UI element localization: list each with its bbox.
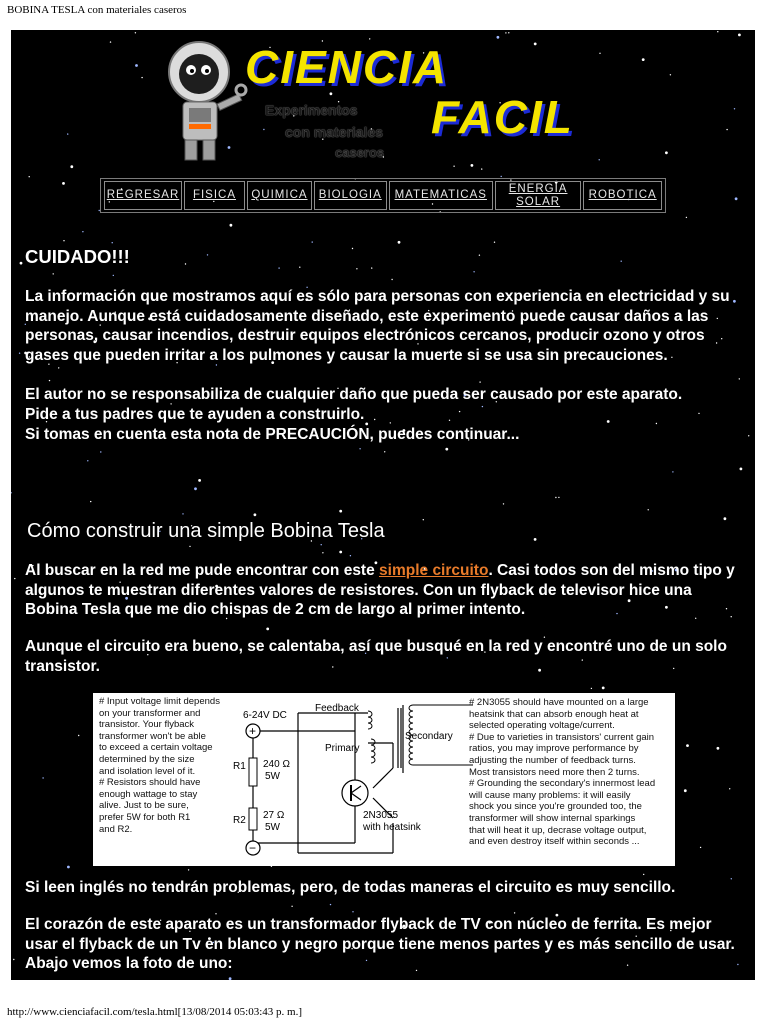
logo-title-line1: CIENCIA [245,41,449,93]
note-line: determined by the size [99,753,195,765]
tesla-circuit-diagram [93,693,675,866]
feedback-winding-label: Feedback [315,703,359,714]
note-line: # Grounding the secondary's innermost lead [469,778,656,790]
note-line: transformer will show internal sparkings [469,812,636,824]
note-line: adjusting the number of feedback turns. [469,754,636,766]
article-paragraph-3: Si leen inglés no tendrán problemas, pero, de todas maneras el circuito es muy sencillo. [25,879,676,896]
note-line: Most transistors need more then 2 turns. [469,766,640,778]
article-paragraph-2: Aunque el circuito era bueno, se calentaba, así que busqué en la red y encontré uno de un solo transistor. [25,638,727,675]
simple-circuit-link[interactable]: simple circuito [379,562,489,579]
note-line: transistor. Your flyback [99,719,195,731]
note-line: and isolation level of it. [99,765,196,777]
note-line: prefer 5W for both R1 [99,811,191,823]
paragraph-text: Al buscar en la red me pude encontrar con este [25,562,380,579]
nav-regresar[interactable]: REGRESAR [104,181,182,210]
article-title: Cómo construir una simple Bobina Tesla [27,520,385,542]
minus-terminal-icon: − [249,841,257,855]
note-line: heatsink that can absorb enough heat at [469,708,639,720]
note-line: # 2N3055 should have mounted on a large [469,697,649,708]
nav-matematicas[interactable]: MATEMATICAS [389,181,493,210]
logo-title-line2: FACIL [431,91,574,143]
transistor-label: 2N3055 [363,810,399,821]
paragraph-text: . Casi todos son del mismo tipo y algunos te muestran diferentes valores de resistores. Con un flyback de televisor hice una Bobina Tesla que me dio chispas de 2 cm de largo al primer intento. [25,562,735,618]
heatsink-label: with heatsink [363,822,421,833]
caution-disclaimer: El autor no se responsabiliza de cualquier daño que pueda ser causado por este aparato. [25,386,683,403]
note-line: that will heat it up, decrase voltage output, [469,824,647,836]
page-frame [11,30,755,980]
primary-winding-label: Primary [325,743,360,754]
note-line: enough wattage to stay [99,788,198,800]
caution-parents-note: Pide a tus padres que te ayuden a construirlo. [25,406,365,423]
note-line: transformer won't be able [99,730,206,742]
note-line: on your transformer and [99,707,201,719]
note-line: alive. Just to be sure, [99,800,189,812]
article-paragraph-1 [25,561,745,620]
r1-value-label: 240 Ω [263,759,290,770]
r1-watt-label: 5W [265,771,280,782]
plus-terminal-icon: + [249,724,257,738]
r2-watt-label: 5W [265,822,280,833]
note-line: and R2. [99,823,133,835]
r2-label: R2 [233,815,246,826]
note-line: and even destroy itself within seconds ... [469,836,640,848]
nav-biologia[interactable]: BIOLOGIA [314,181,387,210]
secondary-winding-label: Secondary [405,731,453,742]
note-line: shock you since you're grounded too, the [469,801,642,813]
note-line: to exceed a certain voltage [99,742,213,754]
main-nav [100,178,666,213]
note-line: will cause many problems: it will easily [469,789,631,801]
note-line: ratios, you may improve performance by [469,743,639,755]
logo-subtitle-line3: caseros [335,145,385,160]
nav-robotica[interactable]: ROBOTICA [583,181,662,210]
nav-fisica[interactable]: FISICA [184,181,245,210]
nav-energia-solar[interactable]: ENERGIA SOLAR [495,181,582,210]
note-line: # Resistors should have [99,777,201,789]
print-header: BOBINA TESLA con materiales caseros [7,4,187,16]
caution-paragraph: La información que mostramos aquí es sólo para personas con experiencia en electricidad y su manejo. Aunque está cuidadosamente diseñado, este experimento puede causar daños a las personas, causar incendios, destruir equipos electrónicos cercanos, producir ozono y otros gases que pueden irritar a los pulmones y causar la muerte si se usa sin precauciones. [25,288,730,364]
logo-subtitle-line1: Experimentos [265,102,358,118]
r1-label: R1 [233,761,246,772]
circuit-notes-right [469,697,675,848]
supply-voltage-label: 6-24V DC [243,710,287,721]
caution-heading: CUIDADO!!! [25,246,130,267]
print-footer-url: http://www.cienciafacil.com/tesla.html[13/08/2014 05:03:43 p. m.] [7,1006,303,1018]
nav-quimica[interactable]: QUIMICA [247,181,312,210]
logo-subtitle-line2: con materiales [285,124,384,140]
caution-continue-note: Si tomas en cuenta esta nota de PRECAUCIÓN, puedes continuar... [25,426,520,443]
article-paragraph-4: El corazón de este aparato es un transformador flyback de TV con núcleo de ferrita. Es mejor usar el flyback de un Tv en blanco y negro porque tiene menos partes y es más sencillo de usar. Abajo vemos la foto de uno: [25,916,735,972]
r2-value-label: 27 Ω [263,810,285,821]
note-line: # Due to varieties in transistors' current gain [469,731,655,743]
note-line: selected operating voltage/current. [469,720,615,732]
note-line: # Input voltage limit depends [99,696,220,707]
astronaut-mascot-icon [161,38,251,166]
site-logo[interactable] [161,38,601,168]
